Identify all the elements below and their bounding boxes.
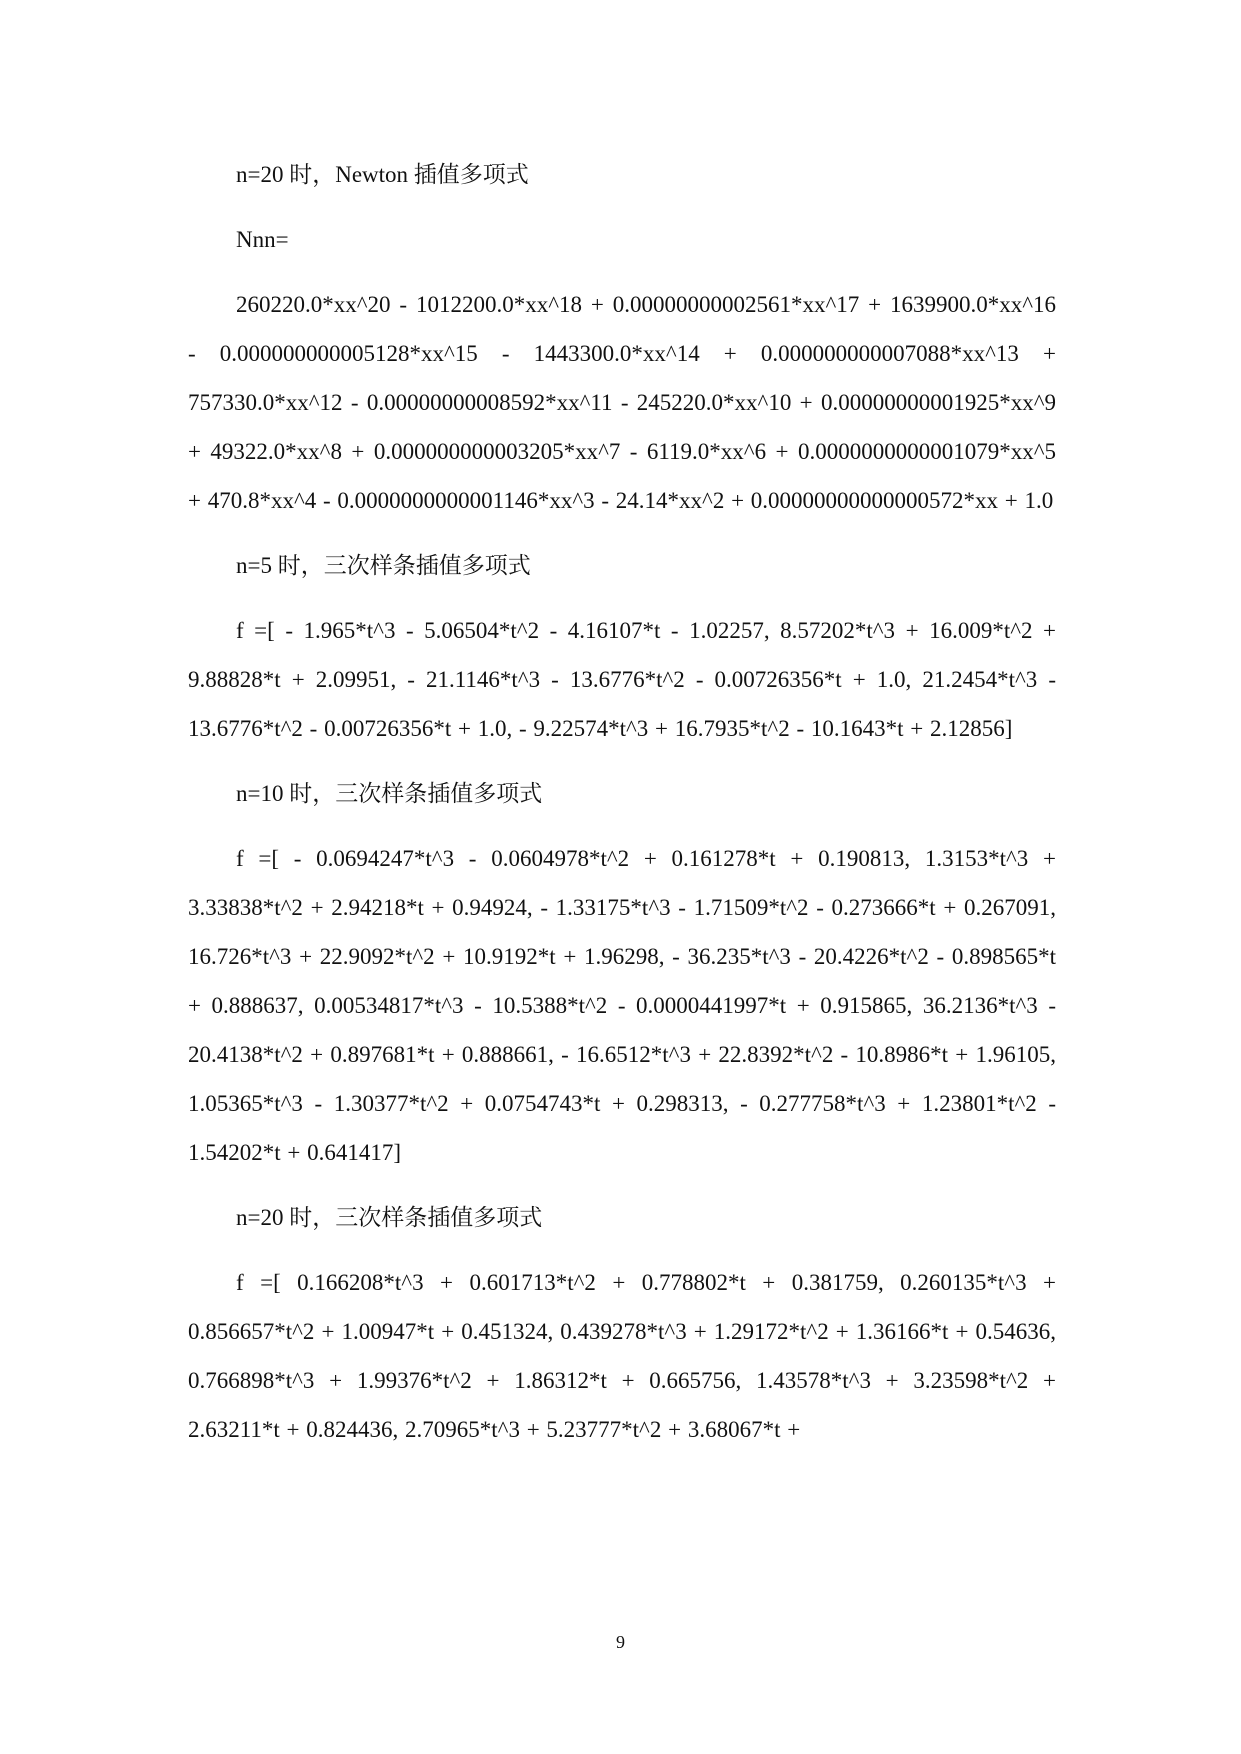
newton-label: Nnn= [236, 227, 289, 252]
spline10-polynomial: f =[ - 0.0694247*t^3 - 0.0604978*t^2 + 0.161278*t + 0.190813, 1.3153*t^3 + 3.33838*t^2 + 2.94218*t + 0.94924, - 1.33175*t^3 - 1.71509*t^2 - 0.273666*t + 0.267091, 16.726*t^3 + 22.9092*t^2 + 10.9192*t + 1.96298, - 36.235*t^3 - 20.4226*t^2 - 0.898565*t + 0.888637, 0.00534817*t^3 - 10.5388*t^2 - 0.0000441997*t + 0.915865, 36.2136*t^3 - 20.4138*t^2 + 0.897681*t + 0.888661, - 16.6512*t^3 + 22.8392*t^2 - 10.8986*t + 1.96105, 1.05365*t^3 - 1.30377*t^2 + 0.0754743*t + 0.298313, - 0.277758*t^3 + 1.23801*t^2 - 1.54202*t + 0.641417] [188, 846, 1056, 1165]
document-body [188, 150, 1056, 1470]
spline10-heading: n=10 时，三次样条插值多项式 [236, 781, 543, 806]
page-number: 9 [616, 1632, 625, 1652]
spline5-polynomial: f =[ - 1.965*t^3 - 5.06504*t^2 - 4.16107*t - 1.02257, 8.57202*t^3 + 16.009*t^2 + 9.88828*t + 2.09951, - 21.1146*t^3 - 13.6776*t^2 - 0.00726356*t + 1.0, 21.2454*t^3 - 13.6776*t^2 - 0.00726356*t + 1.0, - 9.22574*t^3 + 16.7935*t^2 - 10.1643*t + 2.12856] [188, 618, 1056, 741]
spline20-polynomial: f =[ 0.166208*t^3 + 0.601713*t^2 + 0.778802*t + 0.381759, 0.260135*t^3 + 0.856657*t^2 + 1.00947*t + 0.451324, 0.439278*t^3 + 1.29172*t^2 + 1.36166*t + 0.54636, 0.766898*t^3 + 1.99376*t^2 + 1.86312*t + 0.665756, 1.43578*t^3 + 3.23598*t^2 + 2.63211*t + 0.824436, 2.70965*t^3 + 5.23777*t^2 + 3.68067*t + [188, 1270, 1056, 1442]
spline20-heading: n=20 时，三次样条插值多项式 [236, 1205, 543, 1230]
newton-polynomial: 260220.0*xx^20 - 1012200.0*xx^18 + 0.00000000002561*xx^17 + 1639900.0*xx^16 - 0.000000000005128*xx^15 - 1443300.0*xx^14 + 0.000000000007088*xx^13 + 757330.0*xx^12 - 0.00000000008592*xx^11 - 245220.0*xx^10 + 0.00000000001925*xx^9 + 49322.0*xx^8 + 0.000000000003205*xx^7 - 6119.0*xx^6 + 0.0000000000001079*xx^5 + 470.8*xx^4 - 0.0000000000001146*xx^3 - 24.14*xx^2 + 0.00000000000000572*xx + 1.0 [188, 292, 1056, 513]
newton-heading: n=20 时，Newton 插值多项式 [236, 162, 529, 187]
spline5-heading: n=5 时，三次样条插值多项式 [236, 553, 531, 578]
